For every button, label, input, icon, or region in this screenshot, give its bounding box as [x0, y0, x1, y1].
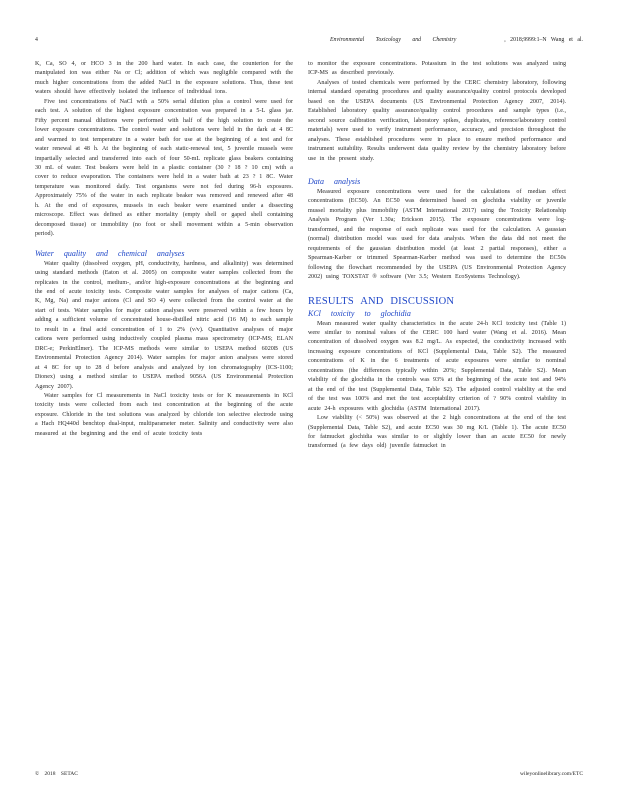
paragraph-intro: K, Ca, SO 4, or HCO 3 in the 200 hard water. In each case, the counterion for the manipulated ion was either Na or Cl; addition of which was negligible compared with the much higher concentrations from the added NaCl in the exposure solutions. Thus, these test waters should have effectively isolated the influence of individual ions. — [35, 61, 293, 96]
paragraph-continued: to monitor the exposure concentrations. Potassium in the test solutions was analyzed using ICP-MS as described previously. — [308, 61, 566, 77]
paragraph-low-viability: Low viability (< 50%) was observed at the 2 high concentrations at the end of the test (Supplemental Data, Table S2), and acute EC50 was 30 mg K/L (Table 1). The acute EC50 for fatmucket glochidia was similar to or slightly lower than an acute EC50 for newly transformed (a few days old) juvenile fatmucket in — [308, 415, 566, 450]
journal-name: Environmental Toxicology and Chemistry — [330, 37, 457, 43]
subheading-data-analysis: Data analysis — [308, 176, 361, 186]
running-header — [35, 37, 583, 49]
left-column — [35, 60, 293, 439]
paragraph-chemical-analyses: Analyses of tested chemicals were performed by the CERC chemistry laboratory, following internal standard operating procedures and quality assurance/quality control protocols developed based on the USEPA documents (US Environmental Protection Agency 2007, 2014). Established laboratory quality assurance/quality control procedures and sample types (i.e., second source calibration verification, laboratory spikes, duplicates, reference/laboratory control materials) were used to verify instrument performance, accuracy, and precision throughout the analyses. These established procedures were in place to ensure method performance and instrument suitability. Results underwent data quality review by the chemistry laboratory before use in the present study. — [308, 79, 566, 162]
paragraph-water-quality: Water quality (dissolved oxygen, pH, conductivity, hardness, and alkalinity) was determined using standard methods (Eaton et al. 2005) on composite water samples collected from the replicates in the control, medium-, and/or high-exposure concentrations at the beginning and the end of acute toxicity tests. Composite water samples for analyses of major cations (Ca, K, Mg, Na) and major anions (Cl and SO 4) were collected from the control water at the start of tests. Water samples for major cation analyses were preserved within a few hours by adding a sufficient volume of concentrated house-distilled nitric acid (16 M) to each sample to result in a final acid concentration of 1 to 2% (v/v). Quantitative analyses of major cations were performed using inductively coupled plasma mass spectrometry (ICP-MS; ELAN DRC-e; PerkinElmer). The ICP-MS methods were similar to USEPA method 6020B (US Environmental Protection Agency 2014). Water samples for major anion analyses were stored at 4 8C for up to 28 d before analysis and analyzed by ion chromatography (ICS-1100; Dionex) using a method similar to USEPA method 9056A (US Environmental Protection Agency 2007). — [35, 260, 293, 390]
page-number: 4 — [35, 37, 38, 43]
section-heading-results: RESULTS AND DISCUSSION — [308, 295, 455, 307]
paragraph-chloride: Water samples for Cl measurements in NaCl toxicity tests or for K measurements in KCl toxicity tests were collected from each test concentration at the beginning of the acute exposure. Chloride in the test solutions was analyzed by chloride ion selective electrode using a Hach HQ440d benchtop dual-input, multiparameter meter. Salinity and conductivity were also measured at the beginning and the end of acute toxicity tests — [35, 392, 293, 437]
right-column — [308, 60, 566, 452]
copyright-notice: © 2018 SETAC — [35, 771, 78, 777]
paragraph-kcl-results: Mean measured water quality characteristics in the acute 24-h KCl toxicity test (Table 1) were similar to nominal values of the CERC 100 hard water (Wang et al. 2016). Mean concentration of dissolved oxygen was 8.2 mg/L. As expected, the conductivity increased with increasing exposure concentrations of KCl (Supplemental Data, Table S2). The measured concentrations of K in the 6 treatments of acute exposures were similar to nominal concentrations (the differences typically within 20%; Supplemental Data, Table S2). Mean viability of the glochidia in the controls was 93% at the beginning of the acute test and 94% at the end of the test (Supplemental Data, Table S2). The adjusted control viability at the end of the test was 100% and met the test acceptability criterion of ? 90% control viability in acute 24-h exposures with glochidia (ASTM International 2017). — [308, 320, 566, 412]
page-footer — [35, 771, 583, 781]
journal-url: wileyonlinelibrary.com/ETC — [519, 771, 583, 777]
subheading-water-quality: Water quality and chemical analyses — [35, 248, 185, 258]
subheading-kcl-toxicity: KCl toxicity to glochidia — [308, 308, 411, 318]
paragraph-data-analysis: Measured exposure concentrations were used for the calculations of median effect concentrations (EC50). An EC50 was determined based on glochidia viability or juvenile mussel mortality plus immobility (ASTM International 2017) using the Toxicity Relationship Analysis Program (Ver 1.30a; Erickson 2015). The exposure concentrations were log-transformed, and the response of each replicate was used for the calculation. A gaussian (normal) distribution model was used for data analysis. When the data did not meet the requirements of the gaussian distribution model (at least 2 partial responses), either a Spearman-Karber or trimmed Spearman-Karber method was used to determine the EC50s following the flowchart recommended by the USEPA (US Environmental Protection Agency 2002) using TOXSTAT ® software (Ver 3.5; Western EcoSystems Technology). — [308, 188, 566, 281]
paragraph-test-concentrations: Five test concentrations of NaCl with a 50% serial dilution plus a control were used for each test. A solution of the highest exposure concentration was prepared in a 5-L glass jar. Fifty percent manual dilutions were performed with half of the high solution to create the lower exposure concentrations. The control water and solutions were held in the dark at 4 8C and warmed to test temperature in a water bath for use at the beginning of a test and for water renewal at 48 h. At the beginning of each static-renewal test, 5 juvenile mussels were impartially selected and transferred into each of four 50-mL replicate glass beakers containing 30 mL of water. Test beakers were held in a plastic container (30 ? 18 ? 10 cm) with a cover to reduce evaporation. The containers were held in a water bath at 23 ? 1 8C. Water temperature was monitored daily. Test organisms were not fed during 96-h exposures. Approximately 75% of the water in each replicate beaker was removed and renewed after 48 h. At the end of exposures, mussels in each beaker were examined under a dissecting microscope. Effect was defined as either mortality (empty shell or gaped shell containing decomposed tissue) or immobility (no foot or shell movement within a 5-min observation period). — [35, 98, 293, 238]
article-citation: , 2018;9999:1–N Wang et al. — [504, 37, 583, 43]
